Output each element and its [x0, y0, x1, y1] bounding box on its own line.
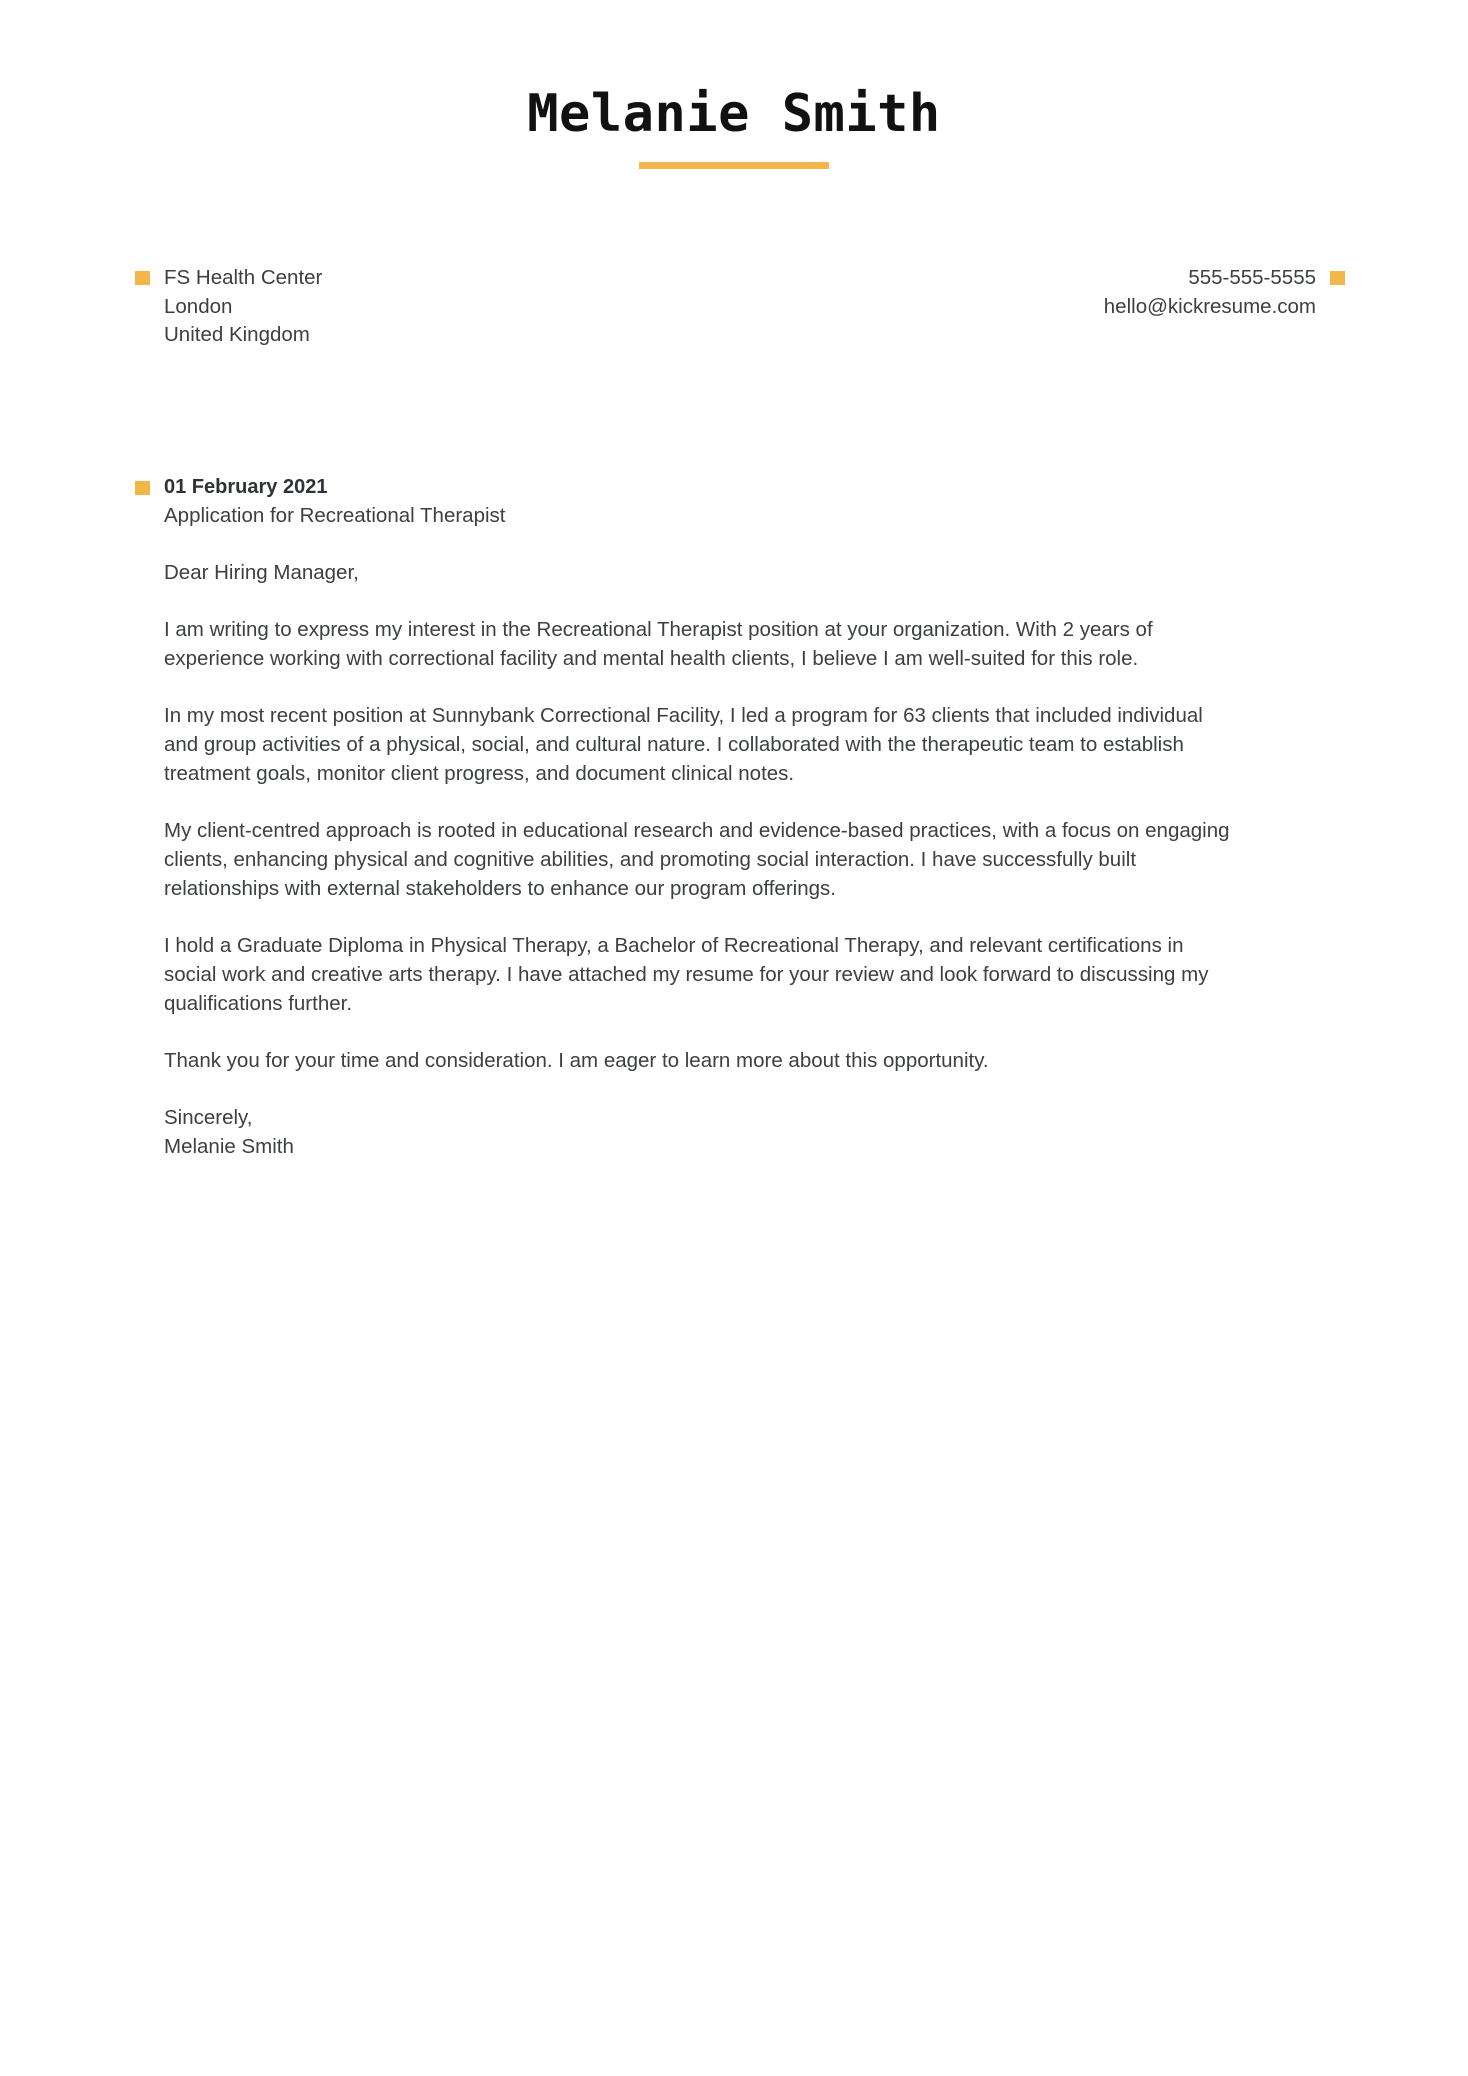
recipient-organization: FS Health Center [164, 266, 323, 289]
sender-email[interactable]: hello@kickresume.com [1103, 294, 1316, 318]
letter-paragraph: I hold a Graduate Diploma in Physical Therapy, a Bachelor of Recreational Therapy, and relevant certifications in social work and creative arts therapy. I have attached my resume for your review and look forward to discussing my qualifications further. [164, 933, 1209, 1015]
letter-date: 01 February 2021 [164, 475, 328, 498]
letter-salutation: Dear Hiring Manager, [164, 560, 359, 584]
sender-contact-lines [1104, 264, 1316, 321]
letter-signoff [164, 1103, 1236, 1161]
letter-content [164, 474, 1236, 1161]
recipient-city: London [164, 294, 233, 318]
square-bullet-icon [135, 481, 150, 495]
name-underline-accent [639, 162, 829, 169]
contact-row [0, 264, 1468, 350]
letter-paragraph: In my most recent position at Sunnybank Correctional Facility, I led a program for 63 clients that included individual and group activities of a physical, social, and cultural nature. I collaborated with the therapeutic team to establish treatment goals, monitor client progress, and document clinical notes. [164, 703, 1203, 785]
letter-body-section [0, 474, 1468, 1161]
square-bullet-icon [135, 271, 150, 285]
letter-signature: Melanie Smith [164, 1134, 294, 1158]
letter-paragraph: I am writing to express my interest in the Recreational Therapist position at your organization. With 2 years of experience working with correctional facility and mental health clients, I believe I am well-suited for this role. [164, 617, 1153, 670]
square-bullet-icon [1330, 271, 1345, 285]
letter-paragraph: My client-centred approach is rooted in educational research and evidence-based practices, with a focus on engaging clients, enhancing physical and cognitive abilities, and promoting social interaction. I have successfully built relationships with external stakeholders to enhance our program offerings. [164, 818, 1230, 900]
recipient-country: United Kingdom [164, 323, 310, 346]
page-title: Melanie Smith [527, 84, 941, 144]
letter-header [0, 0, 1468, 169]
sender-contact-block [1104, 264, 1345, 321]
recipient-block [135, 264, 322, 350]
letter-closing: Sincerely, [164, 1105, 253, 1129]
recipient-lines [164, 264, 322, 350]
letter-subject: Application for Recreational Therapist [164, 503, 506, 527]
sender-phone[interactable]: 555-555-5555 [1188, 266, 1316, 289]
letter-paragraph: Thank you for your time and consideration. I am eager to learn more about this opportunity. [164, 1048, 989, 1072]
